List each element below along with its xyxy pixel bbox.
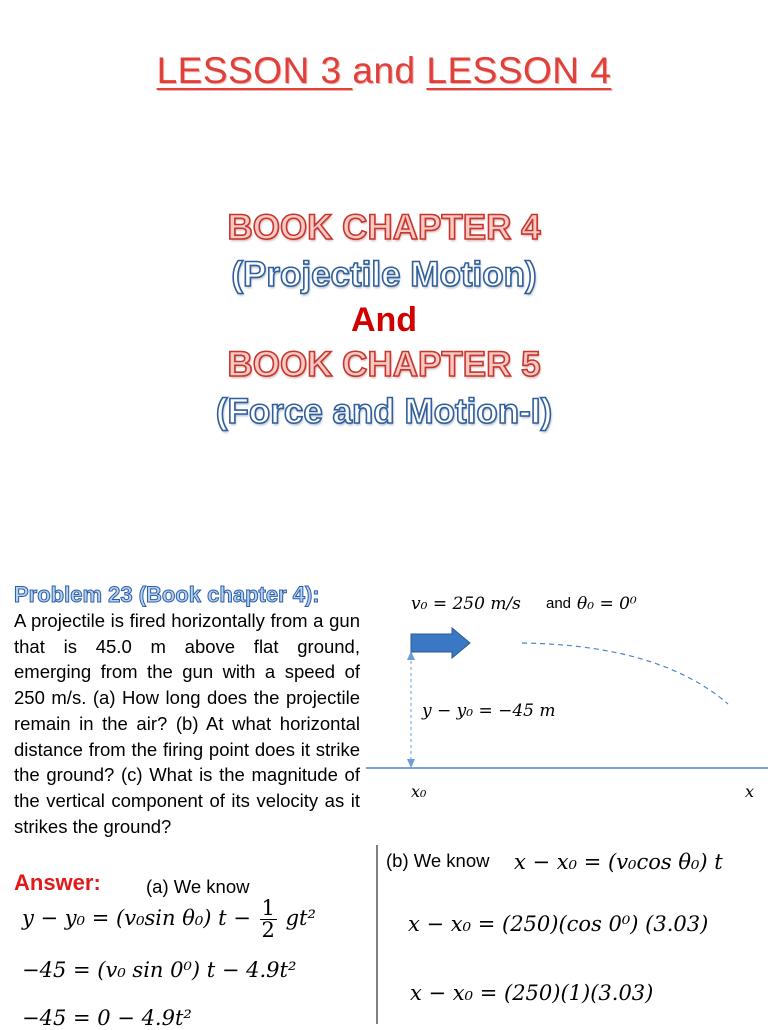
- fraction-denominator: 2: [261, 918, 275, 942]
- velocity-arrow: [411, 628, 470, 658]
- x-label: x: [745, 782, 755, 801]
- equation-a1-left: y − y₀ = (v₀sin θ₀) t −: [22, 906, 251, 930]
- equation-b1: x − x₀ = (v₀cos θ₀) t: [514, 850, 723, 874]
- trajectory-curve: [522, 643, 728, 704]
- problem-title: Problem 23 (Book chapter 4):: [14, 582, 320, 607]
- part-a-intro: (a) We know: [146, 876, 250, 897]
- equation-a3: −45 = 0 − 4.9t²: [22, 1006, 192, 1030]
- height-label: y − y₀ = −45 m: [422, 701, 556, 721]
- chapter-4-title: BOOK CHAPTER 4: [227, 208, 541, 247]
- part-b-intro: (b) We know: [386, 850, 490, 871]
- lesson-4-label: LESSON 4: [426, 50, 612, 91]
- chapter-5-title: BOOK CHAPTER 5: [227, 345, 541, 384]
- equation-b2: x − x₀ = (250)(cos 0⁰) (3.03): [408, 912, 709, 936]
- half-fraction: [260, 898, 277, 941]
- equation-a2: −45 = (v₀ sin 0⁰) t − 4.9t²: [22, 958, 297, 982]
- v0-label: v₀ = 250 m/s: [411, 594, 521, 614]
- chapter-4-subtitle: (Projectile Motion): [231, 255, 537, 294]
- and-word: And: [350, 301, 418, 339]
- x0-label: x₀: [411, 782, 427, 801]
- lesson-3-label: LESSON 3: [156, 50, 353, 91]
- and-connector: and: [352, 50, 427, 91]
- equation-a1-right: gt²: [285, 906, 316, 930]
- problem-text: A projectile is fired horizontally from a gun that is 45.0 m above flat ground, emerging from the gun with a speed of 250 m/s. (a) How long does the projectile remain in the air? (b) At what horizontal distance from the firing point does it strike the ground? (c) What is the magnitude of the vertical component of its velocity as it strikes the ground?: [14, 610, 360, 837]
- chapter-5-subtitle: (Force and Motion-I): [215, 392, 553, 431]
- fraction-numerator: 1: [261, 896, 275, 920]
- answer-label: Answer:: [14, 870, 101, 895]
- equation-b3: x − x₀ = (250)(1)(3.03): [410, 981, 654, 1005]
- theta-label: θ₀ = 0⁰: [577, 594, 637, 614]
- and-label: and: [546, 595, 572, 612]
- equation-a1: [22, 898, 316, 941]
- height-arrow-bottom: [407, 759, 415, 768]
